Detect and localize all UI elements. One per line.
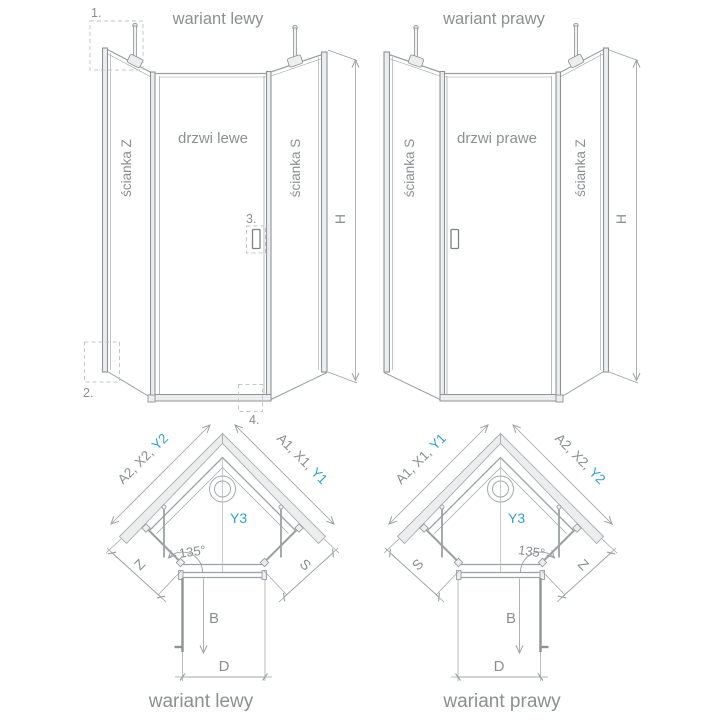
- b-dimension-label: B: [505, 610, 516, 627]
- callout-label-3: 3.: [246, 212, 257, 226]
- elevation-right-lineart: [384, 23, 609, 402]
- callout-label-2: 2.: [83, 386, 94, 400]
- d-dimension-label: D: [218, 658, 230, 675]
- b-dimension-label: B: [209, 610, 220, 627]
- dimension-top-left-label: A2, X2,Y2: [114, 430, 172, 488]
- z-dimension-label: Z: [574, 555, 593, 574]
- s-dimension-label: S: [408, 555, 427, 574]
- dimension-top-right-label: A1, X1,Y1: [273, 430, 331, 488]
- elevation-right-variant: [384, 10, 638, 402]
- callout-label-1: 1.: [91, 6, 102, 20]
- s-dimension-label: S: [296, 555, 315, 574]
- wall-z-label: ścianka Z: [119, 139, 134, 197]
- plan-right-variant: [384, 425, 617, 712]
- elevation-right-title: wariant prawy: [443, 10, 545, 28]
- elevation-left-lineart: [103, 23, 328, 402]
- angle-135-label: 135°: [178, 542, 207, 561]
- height-dimension-label: H: [613, 213, 629, 225]
- dimension-top-right-label: A2, X2,Y2: [551, 430, 609, 488]
- elevation-left-variant: [83, 6, 357, 427]
- height-dimension-label: H: [332, 213, 348, 225]
- callout-label-4: 4.: [249, 413, 260, 427]
- y3-dimension-label: Y3: [230, 510, 248, 526]
- wall-s-label: ścianka S: [288, 138, 303, 198]
- door-left-label: drzwi lewe: [177, 130, 249, 147]
- elevation-left-title: wariant lewy: [172, 10, 264, 28]
- d-dimension-label: D: [493, 658, 505, 675]
- dimension-top-left-label: A1, X1,Y1: [392, 430, 450, 488]
- elevation-left-callouts: [85, 21, 266, 412]
- y3-dimension-label: Y3: [508, 510, 526, 526]
- plan-left-caption: wariant lewy: [148, 691, 254, 712]
- angle-135-label: 135°: [517, 542, 546, 561]
- wall-s-label: ścianka S: [402, 138, 417, 198]
- door-right-label: drzwi prawe: [456, 130, 538, 147]
- wall-z-label: ścianka Z: [573, 139, 588, 197]
- z-dimension-label: Z: [130, 555, 149, 574]
- plan-right-caption: wariant prawy: [443, 691, 561, 712]
- plan-left-variant: [106, 425, 339, 712]
